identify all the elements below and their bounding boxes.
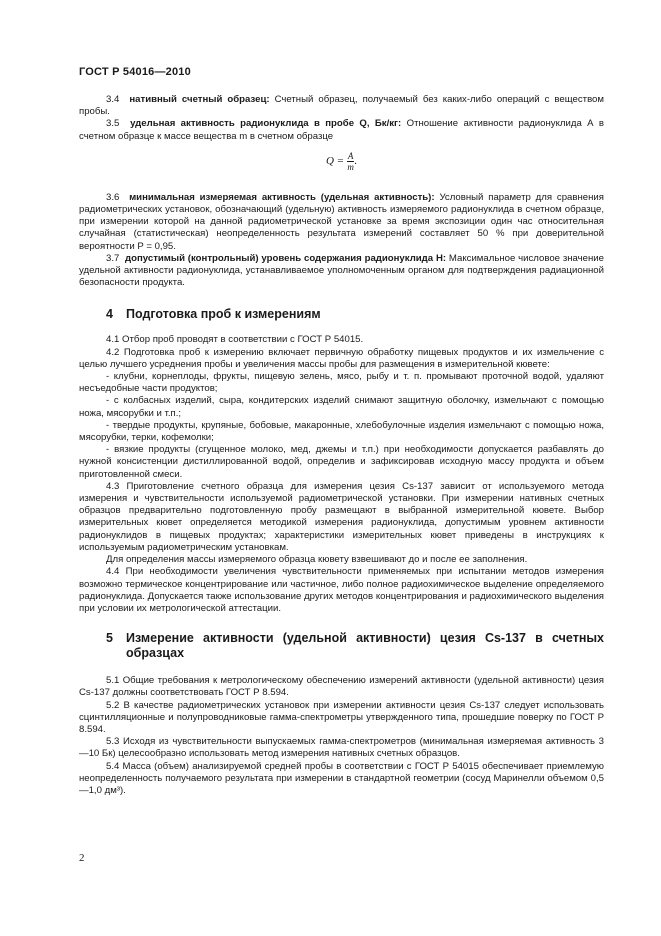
- clause-4-4: 4.4 При необходимости увеличения чувствительности применяемых при испытании методов измерения возможно термическое концентрирование или частичное, либо полное радиохимическое выделение определяемого радионуклида. Допускается также использование других методов концентрирования и радиохимического выделения при условии их метрологической аттестации.: [79, 566, 604, 614]
- clause-number: 3.4: [106, 94, 120, 105]
- clause-4-1: 4.1 Отбор проб проводят в соответствии с ГОСТ Р 54015.: [106, 334, 364, 346]
- clause-4-3: 4.3 Приготовление счетного образца для измерения цезия Cs-137 зависит от используемого метода измерения и чувствительности используемой радиометрической установки. При измерении нативных счетных образцов предварительно подготовленную пробу размещают в выбранной измерительной кювете. Выбор измерительных кювет определяется методикой измерения радионуклида, допустимым уровнем активности радионуклидов в пищевых продуктах; характеристики измерительных кювет приведены в инструкциях к используемым радиометрическим установкам.: [79, 480, 604, 553]
- clause-5-3: 5.3 Исходя из чувствительности выпускаемых гамма-спектрометров (минимальная измеряемая активность 3—10 Бк) целесообразно использовать метод измерения нативных счетных образцов.: [79, 736, 604, 760]
- document-header: ГОСТ Р 54016—2010: [79, 66, 191, 78]
- clause-text: Условный параметр для сравнения радиометрических установок, обозначающий (удельную) активность измеряемого радионуклида в счетном образце, при измерении которой на данной радиометрической установке за время экспозиции один час относительная случайная (статистическая) неопределенность результата измерений составляет 50 % при доверительной вероятности P = 0,95.: [79, 191, 604, 252]
- formula-q: [79, 151, 604, 172]
- clause-text: Отношение активности радионуклида А в счетном образце к массе вещества m в счетном образце: [79, 118, 604, 142]
- formula-numerator: A: [347, 150, 354, 161]
- section-number: 4: [106, 307, 113, 322]
- clause-3-7: [79, 253, 604, 290]
- clause-3-4: [79, 94, 604, 118]
- clause-5-4: 5.4 Масса (объем) анализируемой средней пробы в соответствии с ГОСТ Р 54015 обеспечивает приемлемую неопределенность получаемого результата при измерении в стандартной геометрии (сосуд Маринелли объемом 0,5—1,0 дм³).: [79, 760, 604, 796]
- list-item: - твердые продукты, крупяные, бобовые, макаронные, хлебобулочные изделия измельчают с помощью ножа, мясорубки, терки, кофемолки;: [79, 419, 604, 444]
- section-number: 5: [106, 631, 113, 646]
- list-item: - вязкие продукты (сгущенное молоко, мед, джемы и т.п.) при необходимости допускается разбавлять до нужной консистенции дистиллированной водой, определив и зафиксировав исходную массу продукта и объем приготовленной смеси.: [79, 444, 604, 480]
- clause-5-1: 5.1 Общие требования к метрологическому обеспечению измерений активности (удельной активности) цезия Cs-137 должны соответствовать ГОСТ Р 8.594.: [79, 675, 604, 699]
- clause-text: Максимальное числовое значение удельной активности радионуклида, устанавливаемое уполномоченным органом для подтверждения радиационной безопасности продукта.: [79, 252, 604, 289]
- list-item: - с колбасных изделий, сыра, кондитерских изделий снимают защитную оболочку, измельчают с помощью ножа, мясорубки и т.п.;: [79, 395, 604, 419]
- clause-term: минимальная измеряемая активность (удельная активность):: [129, 191, 435, 203]
- clause-4-2: 4.2 Подготовка проб к измерению включает первичную обработку пищевых продуктов и их измельчение с целью лучшего усреднения пробы и увеличения массы пробы для размещения в измерительной кювете:: [79, 346, 604, 370]
- list-item: - клубни, корнеплоды, фрукты, пищевую зелень, мясо, рыбу и т. п. промывают проточной водой, удаляют несъедобные части продуктов;: [79, 371, 604, 395]
- clause-number: 3.6: [106, 191, 120, 203]
- clause-term: допустимый (контрольный) уровень содержания радионуклида H:: [125, 252, 447, 264]
- clause-number: 3.5: [106, 118, 120, 130]
- clause-term: нативный счетный образец:: [129, 94, 270, 105]
- clause-3-5: [79, 118, 604, 142]
- section-5-heading: [106, 631, 604, 661]
- document-body: [79, 94, 604, 797]
- formula-end: .: [354, 154, 358, 167]
- clause-3-6: [79, 192, 604, 253]
- clause-number: 3.7: [106, 252, 120, 264]
- page-number: 2: [79, 852, 85, 864]
- clause-text: Счетный образец, получаемый без каких-либо операций с веществом пробы.: [79, 94, 604, 118]
- clause-4-3-note: Для определения массы измеряемого образца кювету взвешивают до и после ее заполнения.: [106, 554, 528, 566]
- section-title: Измерение активности (удельной активности) цезия Cs-137 в счетных образцах: [126, 631, 604, 661]
- formula-denominator: m: [347, 161, 354, 172]
- formula-lhs: Q =: [325, 154, 345, 167]
- clause-5-2: 5.2 В качестве радиометрических установок при измерении активности цезия Cs-137 следует использовать сцинтилляционные и полупроводниковые гамма-спектрометры утвержденного типа, прошедшие поверку по ГОСТ Р 8.594.: [79, 699, 604, 735]
- section-title: Подготовка проб к измерениям: [126, 307, 321, 322]
- section-4-heading: [106, 307, 604, 322]
- clause-term: удельная активность радионуклида в пробе Q, Бк/кг:: [130, 118, 402, 130]
